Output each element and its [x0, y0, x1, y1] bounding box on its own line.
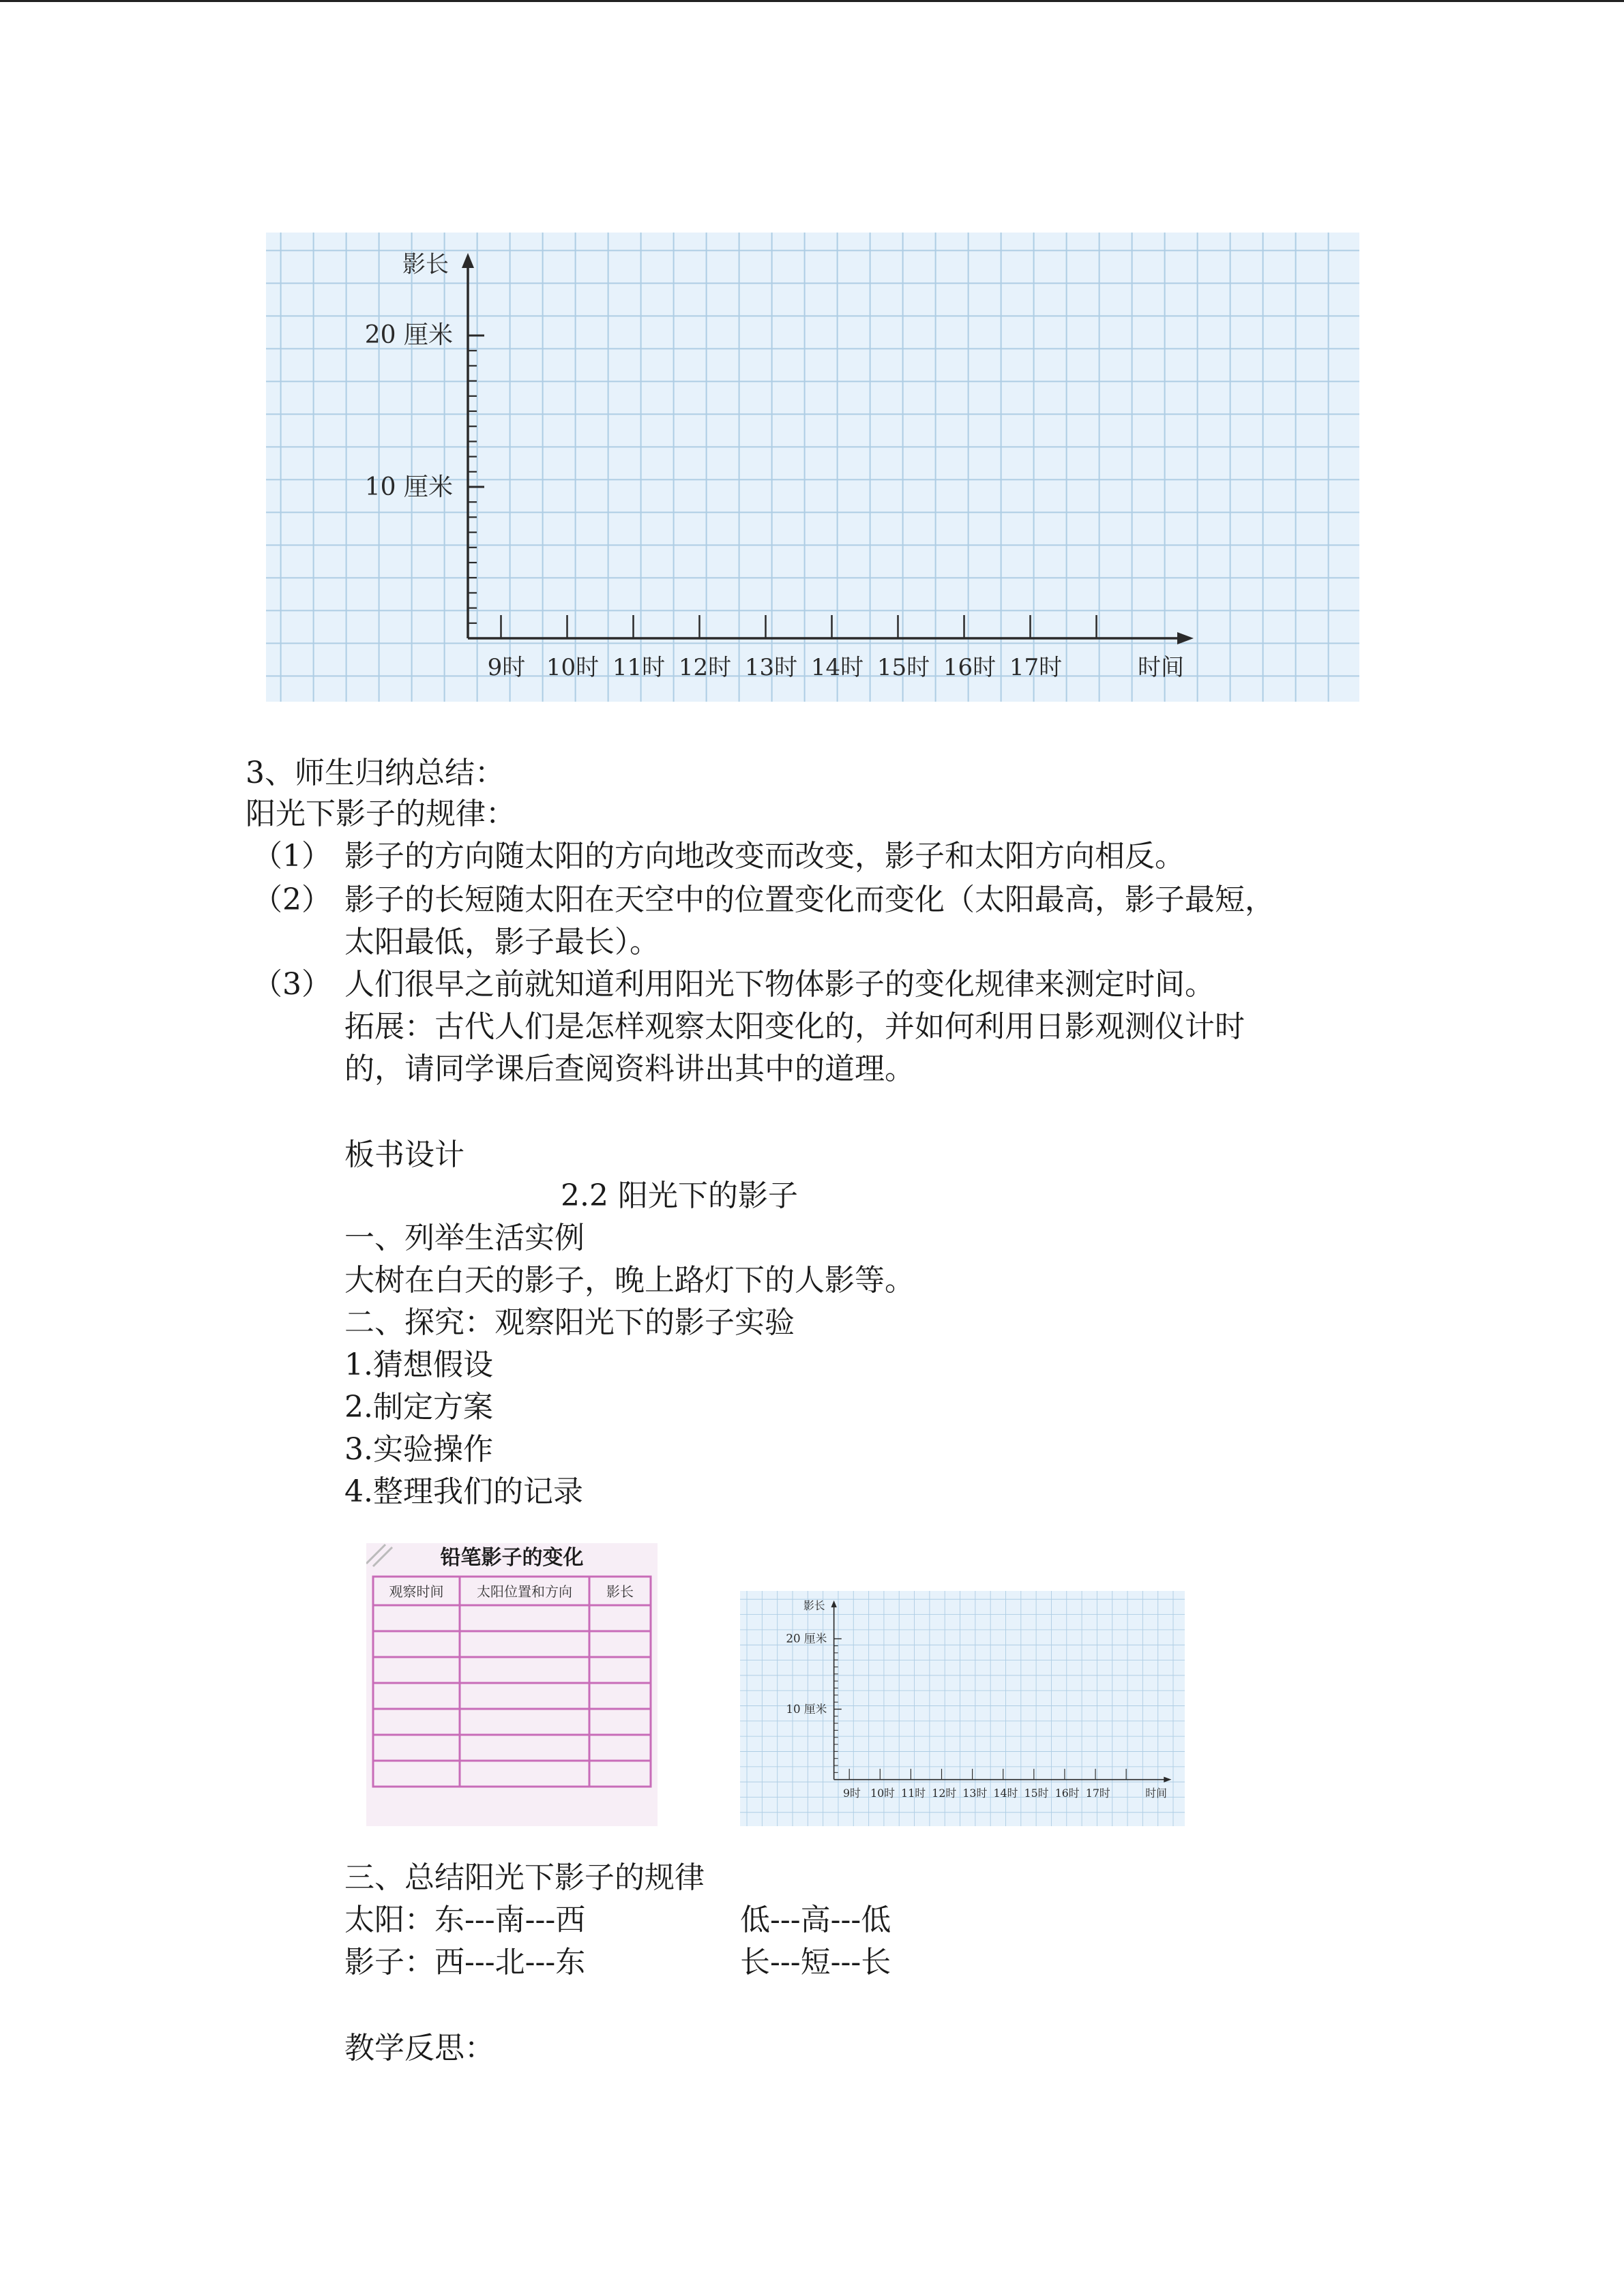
section3-subheading: 阳光下影子的规律： [246, 796, 516, 831]
teaching-reflection: 教学反思： [344, 2031, 494, 2066]
y-tick-label-20: 20 厘米 [364, 321, 453, 349]
item3-line1: 人们很早之前就知道利用阳光下物体影子的变化规律来测定时间。 [344, 967, 1215, 1002]
x-tick-label: 10时 [546, 654, 600, 681]
y-axis-label: 影长 [402, 251, 449, 278]
x-tick-label: 12时 [678, 654, 732, 681]
item2-number: （2） [252, 882, 331, 917]
x-tick-label: 13时 [744, 654, 798, 681]
record-table [366, 1574, 658, 1826]
board-line-3: 二、探究：观察阳光下的影子实验 [344, 1305, 795, 1340]
x-tick-label: 12时 [932, 1786, 957, 1800]
x-tick-label: 15时 [1024, 1786, 1049, 1800]
y-tick-label-10: 10 厘米 [786, 1702, 827, 1716]
summary-heading: 三、总结阳光下影子的规律 [344, 1860, 705, 1895]
x-tick-label: 9时 [487, 654, 526, 681]
board-line-6: 3.实验操作 [344, 1432, 493, 1467]
summary-sun-direction: 太阳：东---南---西 [344, 1903, 586, 1937]
item1-line1: 影子的方向随太阳的方向地改变而改变，影子和太阳方向相反。 [344, 839, 1185, 874]
pencil-shadow-record-card [366, 1543, 658, 1826]
x-tick-label: 11时 [612, 654, 666, 681]
x-tick-label: 16时 [943, 654, 996, 681]
x-tick-label: 16时 [1054, 1786, 1080, 1800]
summary-shadow-direction: 影子：西---北---东 [344, 1945, 586, 1980]
page-top-border [0, 0, 1624, 2]
item3-number: （3） [252, 967, 331, 1002]
board-line-7: 4.整理我们的记录 [344, 1474, 583, 1509]
y-tick-label-20: 20 厘米 [786, 1631, 827, 1645]
x-tick-label: 15时 [876, 654, 930, 681]
board-title: 板书设计 [344, 1137, 464, 1172]
board-line-1: 一、列举生活实例 [344, 1221, 585, 1255]
x-tick-label: 9时 [842, 1786, 861, 1800]
table-header-cell: 太阳位置和方向 [477, 1583, 572, 1600]
table-header-cell: 影长 [606, 1583, 634, 1600]
y-tick-label-10: 10 厘米 [364, 473, 453, 501]
board-line-2: 大树在白天的影子，晚上路灯下的人影等。 [344, 1263, 915, 1298]
table-border [373, 1577, 651, 1787]
lesson-title: 2.2 阳光下的影子 [561, 1178, 798, 1213]
x-axis-label: 时间 [1138, 654, 1184, 681]
table-header-cell: 观察时间 [389, 1583, 444, 1600]
record-table-title: 铅笔影子的变化 [440, 1546, 584, 1570]
summary-sun-height: 低---高---低 [740, 1903, 891, 1937]
x-tick-label: 14时 [810, 654, 864, 681]
x-tick-label: 13时 [962, 1786, 988, 1800]
item1-number: （1） [252, 839, 331, 874]
shadow-length-graph [266, 233, 1359, 702]
graph-background [266, 233, 1359, 702]
item3-line3: 的，请同学课后查阅资料讲出其中的道理。 [344, 1052, 915, 1086]
x-tick-label: 17时 [1085, 1786, 1110, 1800]
item2-line2: 太阳最低，影子最长）。 [344, 925, 660, 959]
x-tick-label: 10时 [870, 1786, 895, 1800]
shadow-length-graph-small [740, 1591, 1185, 1826]
board-line-5: 2.制定方案 [344, 1390, 493, 1425]
section3-heading: 3、师生归纳总结： [246, 756, 505, 790]
item3-line2: 拓展：古代人们是怎样观察太阳变化的，并如何利用日影观测仪计时 [344, 1009, 1245, 1044]
summary-shadow-length: 长---短---长 [740, 1945, 891, 1980]
item2-line1: 影子的长短随太阳在天空中的位置变化而变化（太阳最高，影子最短， [344, 882, 1275, 917]
x-tick-label: 11时 [901, 1786, 926, 1800]
x-tick-label: 14时 [993, 1786, 1018, 1800]
y-axis-label: 影长 [803, 1598, 825, 1612]
x-axis-label: 时间 [1145, 1786, 1167, 1800]
board-line-4: 1.猜想假设 [344, 1347, 493, 1382]
x-tick-label: 17时 [1009, 654, 1063, 681]
